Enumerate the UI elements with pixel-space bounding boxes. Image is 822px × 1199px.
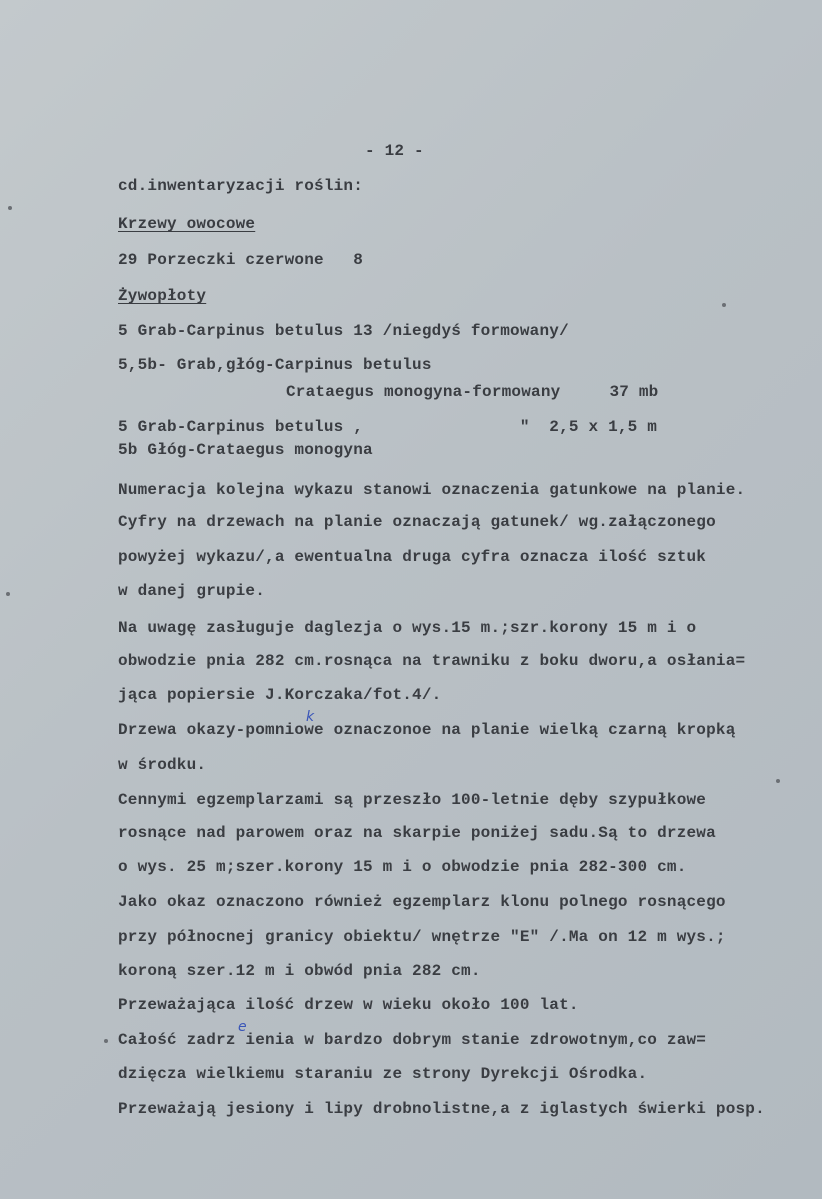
text-line: o wys. 25 m;szer.korony 15 m i o obwodzie pnia 282-300 cm. <box>118 858 687 876</box>
text-line: powyżej wykazu/,a ewentualna druga cyfra oznacza ilość sztuk <box>118 548 707 566</box>
punch-mark <box>722 303 726 307</box>
text-line: rosnące nad parowem oraz na skarpie poniżej sadu.Są to drzewa <box>118 824 716 842</box>
text-line: obwodzie pnia 282 cm.rosnąca na trawniku z boku dworu,a osłania= <box>118 652 746 670</box>
text-line: Numeracja kolejna wykazu stanowi oznaczenia gatunkowe na planie. <box>118 481 746 499</box>
text-line: Na uwagę zasługuje daglezja o wys.15 m.;szr.korony 15 m i o <box>118 619 697 637</box>
punch-mark <box>776 779 780 783</box>
text-line: Jako okaz oznaczono również egzemplarz klonu polnego rosnącego <box>118 893 726 911</box>
text-line: Crataegus monogyna-formowany 37 mb <box>286 383 659 401</box>
page-number: - 12 - <box>365 142 424 160</box>
text-line: w danej grupie. <box>118 582 266 600</box>
text-line: 5b Głóg-Crataegus monogyna <box>118 441 373 459</box>
punch-mark <box>8 206 12 210</box>
text-line: przy północnej granicy obiektu/ wnętrze "E" /.Ma on 12 m wys.; <box>118 928 726 946</box>
text-line: 5,5b- Grab,głóg-Carpinus betulus <box>118 356 432 374</box>
punch-mark <box>104 1039 108 1043</box>
text-line: Przeważająca ilość drzew w wieku około 100 lat. <box>118 996 579 1014</box>
text-line: 29 Porzeczki czerwone 8 <box>118 251 364 269</box>
text-line: Całość zadrz ienia w bardzo dobrym stanie zdrowotnym,co zaw= <box>118 1031 707 1049</box>
section-heading-fruit-shrubs: Krzewy owocowe <box>118 215 256 233</box>
text-line: dzięcza wielkiemu staraniu ze strony Dyrekcji Ośrodka. <box>118 1065 648 1083</box>
text-line: Drzewa okazy-pomniowe oznaczonoe na planie wielką czarną kropką <box>118 721 736 739</box>
punch-mark <box>6 592 10 596</box>
text-line: w środku. <box>118 756 207 774</box>
continuation-heading: cd.inwentaryzacji roślin: <box>118 177 364 195</box>
text-line: Przeważają jesiony i lipy drobnolistne,a z iglastych świerki posp. <box>118 1100 765 1118</box>
handwritten-correction-e: e <box>238 1019 247 1035</box>
text-line: koroną szer.12 m i obwód pnia 282 cm. <box>118 962 481 980</box>
text-line: 5 Grab-Carpinus betulus 13 /niegdyś formowany/ <box>118 322 569 340</box>
text-line: jąca popiersie J.Korczaka/fot.4/. <box>118 686 442 704</box>
handwritten-correction-k: k <box>306 709 315 725</box>
text-line: Cyfry na drzewach na planie oznaczają gatunek/ wg.załączonego <box>118 513 716 531</box>
section-heading-hedges: Żywopłoty <box>118 287 207 305</box>
text-line: Cennymi egzemplarzami są przeszło 100-letnie dęby szypułkowe <box>118 791 707 809</box>
text-line: 5 Grab-Carpinus betulus , " 2,5 x 1,5 m <box>118 418 658 436</box>
